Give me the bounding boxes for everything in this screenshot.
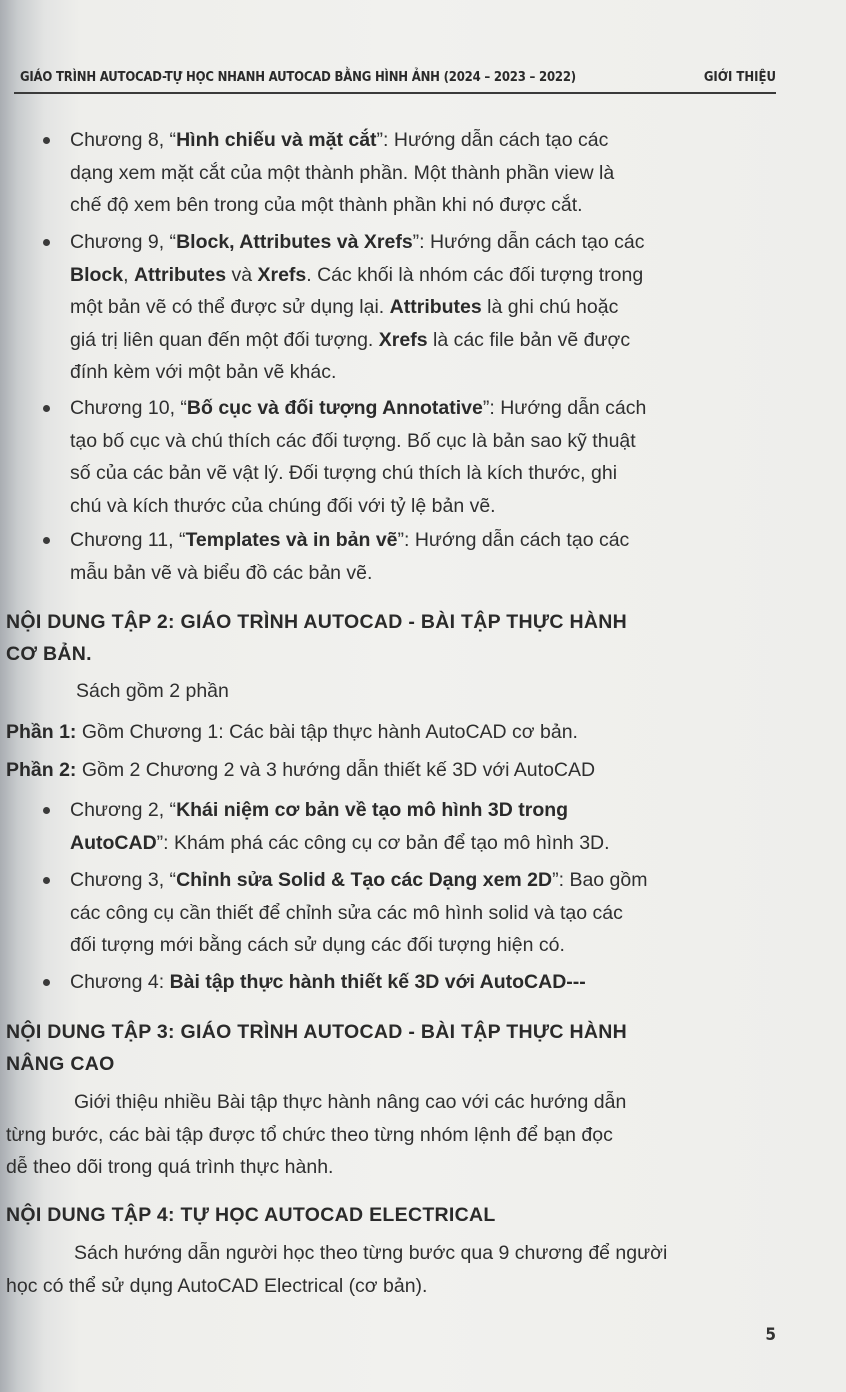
- chapter-part1-item-line: mẫu bản vẽ và biểu đồ các bản vẽ.: [70, 561, 373, 584]
- chapter-part1-item-line: đính kèm với một bản vẽ khác.: [70, 361, 337, 383]
- section3-para-line2: từng bước, các bài tập được tổ chức theo từng nhóm lệnh để bạn đọc: [6, 1123, 613, 1146]
- section4-heading: NỘI DUNG TẬP 4: TỰ HỌC AUTOCAD ELECTRICAL: [6, 1204, 496, 1226]
- page-number: 5: [765, 1325, 776, 1345]
- bullet-dot-icon: [43, 877, 50, 884]
- section3-heading-line2: NÂNG CAO: [6, 1053, 115, 1075]
- bold-term: Block: [70, 263, 124, 286]
- section4-para-line1: Sách hướng dẫn người học theo từng bước qua 9 chương để người: [74, 1242, 668, 1264]
- part2-text: Gồm 2 Chương 2 và 3 hướng dẫn thiết kế 3D với AutoCAD: [76, 759, 596, 781]
- chapter-part1-item-line: Chương 10, “Bố cục và đối tượng Annotative”: Hướng dẫn cách: [70, 397, 647, 419]
- chapter-part2-item: [70, 966, 776, 999]
- part1-line: [6, 721, 578, 744]
- chapter-part1-item: [70, 392, 776, 522]
- part1-text: Gồm Chương 1: Các bài tập thực hành AutoCAD cơ bản.: [76, 721, 578, 743]
- bullet-dot-icon: [43, 979, 50, 986]
- bold-term: Bố cục và đối tượng Annotative: [186, 397, 483, 419]
- section3-para-line3: dễ theo dõi trong quá trình thực hành.: [6, 1156, 334, 1178]
- chapter-part2-item-line: Chương 4: Bài tập thực hành thiết kế 3D với AutoCAD---: [70, 971, 586, 993]
- bold-term: Khái niệm cơ bản về tạo mô hình 3D trong: [176, 799, 569, 821]
- chapter-part2-item-line: đối tượng mới bằng cách sử dụng các đối tượng hiện có.: [70, 934, 565, 956]
- bold-term: Block, Attributes và Xrefs: [176, 231, 413, 253]
- chapter-part1-item: [70, 226, 776, 389]
- section2-heading-line1: NỘI DUNG TẬP 2: GIÁO TRÌNH AUTOCAD - BÀI TẬP THỰC HÀNH: [6, 611, 627, 633]
- running-header: [14, 66, 776, 94]
- chapter-part1-item-line: Chương 8, “Hình chiếu và mặt cắt”: Hướng dẫn cách tạo các: [70, 129, 609, 151]
- section2-heading: [6, 606, 776, 670]
- chapter-part2-item-line: các công cụ cần thiết để chỉnh sửa các mô hình solid và tạo các: [70, 901, 623, 924]
- section4-paragraph: [6, 1237, 776, 1302]
- bold-term: Attributes: [133, 263, 227, 286]
- section2-subtitle: Sách gồm 2 phần: [76, 680, 229, 702]
- chapter-part1-item-line: tạo bố cục và chú thích các đối tượng. Bố cục là bản sao kỹ thuật: [70, 429, 636, 452]
- chapter-part1-item-line: một bản vẽ có thể được sử dụng lại. Attributes là ghi chú hoặc: [70, 296, 619, 318]
- chapter-part1-item-line: số của các bản vẽ vật lý. Đối tượng chú thích là kích thước, ghi: [70, 462, 618, 484]
- bold-term: Hình chiếu và mặt cắt: [176, 129, 377, 151]
- header-book-title: GIÁO TRÌNH AUTOCAD-TỰ HỌC NHANH AUTOCAD BẰNG HÌNH ẢNH (2024 – 2023 – 2022): [20, 70, 576, 85]
- chapter-part1-item-line: chú và kích thước của chúng đối với tỷ lệ bản vẽ.: [70, 494, 496, 517]
- chapter-part1-item: [70, 524, 776, 589]
- chapter-part1-item-line: dạng xem mặt cắt của một thành phần. Một thành phần view là: [70, 161, 615, 184]
- bold-term: Xrefs: [257, 263, 307, 286]
- bold-term: Bài tập thực hành thiết kế 3D với AutoCAD---: [169, 971, 586, 993]
- bold-term: AutoCAD: [70, 831, 157, 854]
- chapter-part1-item-line: Chương 11, “Templates và in bản vẽ”: Hướng dẫn cách tạo các: [70, 529, 630, 551]
- chapter-part2-item: [70, 864, 776, 962]
- section3-para-line1: Giới thiệu nhiều Bài tập thực hành nâng cao với các hướng dẫn: [74, 1091, 627, 1113]
- chapter-part1-item-line: Block, Attributes và Xrefs. Các khối là nhóm các đối tượng trong: [70, 263, 644, 286]
- part2-label: Phần 2:: [6, 759, 77, 781]
- chapter-part2-item: [70, 794, 776, 859]
- chapter-part2-item-line: AutoCAD”: Khám phá các công cụ cơ bản để tạo mô hình 3D.: [70, 831, 610, 854]
- section2-heading-line2: CƠ BẢN.: [6, 643, 92, 665]
- chapter-part1-item-line: chế độ xem bên trong của một thành phần khi nó được cắt.: [70, 194, 583, 216]
- bullet-dot-icon: [43, 537, 50, 544]
- section3-heading: [6, 1016, 776, 1080]
- section4-para-line2: học có thể sử dụng AutoCAD Electrical (cơ bản).: [6, 1274, 428, 1297]
- bullet-dot-icon: [43, 405, 50, 412]
- bold-term: Attributes: [389, 296, 482, 318]
- section3-paragraph: [6, 1086, 776, 1184]
- chapter-part2-item-line: Chương 3, “Chỉnh sửa Solid & Tạo các Dạng xem 2D”: Bao gồm: [70, 869, 648, 891]
- chapter-part2-item-line: Chương 2, “Khái niệm cơ bản về tạo mô hình 3D trong: [70, 799, 569, 821]
- part2-line: [6, 759, 595, 782]
- section3-heading-line1: NỘI DUNG TẬP 3: GIÁO TRÌNH AUTOCAD - BÀI TẬP THỰC HÀNH: [6, 1021, 627, 1043]
- bullet-dot-icon: [43, 807, 50, 814]
- bold-term: Chỉnh sửa Solid & Tạo các Dạng xem 2D: [176, 869, 553, 891]
- bullet-dot-icon: [43, 239, 50, 246]
- header-section-title: GIỚI THIỆU: [703, 70, 776, 85]
- bold-term: Xrefs: [378, 328, 428, 351]
- bullet-dot-icon: [43, 137, 50, 144]
- chapter-part1-item-line: giá trị liên quan đến một đối tượng. Xrefs là các file bản vẽ được: [70, 328, 631, 351]
- chapter-part1-item-line: Chương 9, “Block, Attributes và Xrefs”: Hướng dẫn cách tạo các: [70, 231, 645, 253]
- chapter-part1-item: [70, 124, 776, 222]
- bold-term: Templates và in bản vẽ: [185, 529, 398, 551]
- part1-label: Phần 1:: [6, 721, 77, 743]
